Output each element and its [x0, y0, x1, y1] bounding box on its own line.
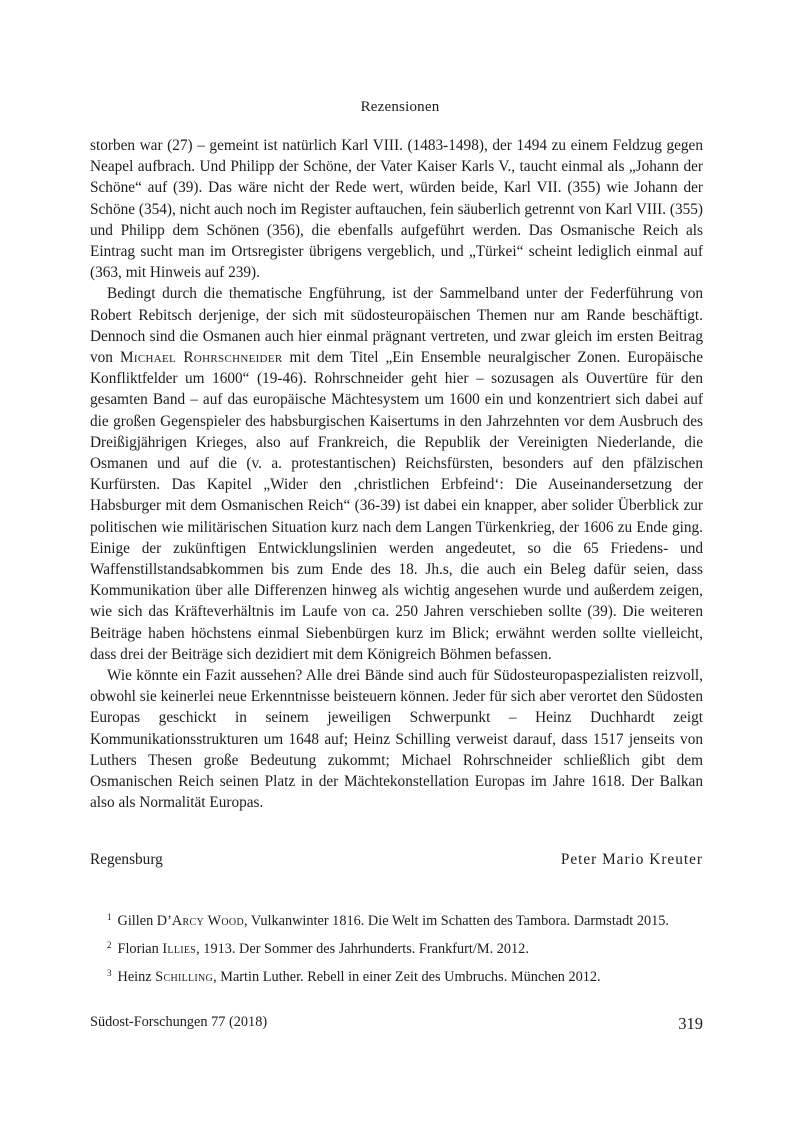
paragraph: Wie könnte ein Fazit aussehen? Alle drei Bände sind auch für Südosteuropaspezialisten reizvoll, obwohl sie keinerlei neue Erkenntnisse beisteuern können. Jeder für sich aber verortet den Südosten Europas geschickt in seinem jeweiligen Schwerpunkt – Heinz Duchhardt zeigt Kommunikationsstrukturen um 1648 auf; Heinz Schilling verweist darauf, dass 1517 jenseits von Luthers Thesen große Bedeutung zukommt; Michael Rohrschneider schließlich gibt dem Osmanischen Reich seinen Platz in der Mächtekonstellation Europas im Jahre 1618. Der Balkan also als Normalität Europas.	[90, 667, 703, 812]
footnote	[90, 963, 703, 987]
page-footer	[90, 1014, 703, 1034]
footnote-number: 2	[107, 940, 112, 950]
footnote-author: Schilling	[155, 969, 214, 985]
paragraph: storben war (27) – gemeint ist natürlich Karl VIII. (1483-1498), der 1494 zu einem Feldzug gegen Neapel aufbrach. Und Philipp der Schöne, der Vater Kaiser Karls V., taucht einmal als „Johann der Schöne“ auf (39). Das wäre nicht der Rede wert, würden beide, Karl VII. (355) wie Johann der Schöne (354), nicht auch noch im Register auftauchen, fein säuberlich getrennt von Karl VIII. (355) und Philipp dem Schönen (356), die ebenfalls aufgeführt werden. Das Osmanische Reich als Eintrag sucht man im Ortsregister übrigens vergeblich, und „Türkei“ scheint lediglich einmal auf (363, mit Hinweis auf 239).	[90, 137, 703, 282]
article-body	[90, 135, 703, 814]
review-signature	[90, 849, 703, 870]
running-head: Rezensionen	[360, 99, 440, 115]
footnote-author: Arcy Wood	[171, 913, 244, 929]
signature-author: Peter Mario Kreuter	[560, 851, 703, 868]
footnote-author: Illies	[162, 941, 197, 957]
page-number: 319	[678, 1014, 703, 1033]
footnote-number: 1	[107, 912, 112, 922]
footnote-number: 3	[107, 968, 112, 978]
signature-place: Regensburg	[90, 851, 163, 868]
footnote	[90, 907, 703, 931]
author-name: Michael Rohrschneider	[120, 349, 283, 367]
footnote-text: , 1913. Der Sommer des Jahrhunderts. Frankfurt/M. 2012.	[196, 941, 529, 957]
footnote-text: , Vulkanwinter 1816. Die Welt im Schatten des Tambora. Darmstadt 2015.	[243, 913, 669, 929]
footnote-text: , Martin Luther. Rebell in einer Zeit des Umbruchs. München 2012.	[213, 969, 601, 985]
paragraph-text: mit dem Titel „Ein Ensemble neuralgischer Zonen. Europäische Konfliktfelder um 1600“ (19-46). Rohrschneider geht hier – sozusagen als Ouvertüre für den gesamten Band – auf das europäische Mächtesystem um 1600 ein und konzentriert sich dabei auf die großen Gegenspieler des habsburgischen Kaisertums in den Jahrzehnten vor dem Ausbruch des Dreißigjährigen Krieges, also auf Frankreich, die Republik der Vereinigten Niederlande, die Osmanen und auf die (v. a. protestantischen) Reichsfürsten, besonders auf den pfälzischen Kurfürsten. Das Kapitel „Wider den ‚christlichen Erbfeind‘: Die Auseinandersetzung der Habsburger mit dem Osmanischen Reich“ (36-39) ist dabei ein knapper, aber solider Überblick zur politischen wie militärischen Situation kurz nach dem Langen Türkenkrieg, der 1606 zu Ende ging. Einige der zukünftigen Entwicklungslinien werden angedeutet, so die 65 Friedens- und Waffenstillstandsabkommen bis zum Ende des 18. Jh.s, die auch ein Beleg dafür seien, dass Kommunikation über alle Differenzen hinweg als wichtig angesehen wurde und außerdem zeigen, wie sich das Kräfteverhältnis im Laufe von ca. 250 Jahren verschieben sollte (39). Die weiteren Beiträge haben höchstens einmal Siebenbürgen kurz im Blick; erwähnt werden sollte vielleicht, dass drei der Beiträge sich dezidiert mit dem Königreich Böhmen befassen.	[90, 349, 703, 663]
footnote-text: Gillen D’	[117, 913, 172, 929]
paragraph	[90, 283, 703, 665]
journal-citation: Südost-Forschungen 77 (2018)	[90, 1014, 268, 1030]
footnote-text: Heinz	[117, 969, 156, 985]
footnote-text: Florian	[117, 941, 163, 957]
footnote	[90, 935, 703, 959]
paragraph-text: Bedingt durch die thematische Engführung, ist der Sammelband unter der Federführung von Robert Rebitsch derjenige, der sich mit südosteuropäischen Themen nur am Rande beschäftigt. Dennoch sind die Osmanen auch hier einmal prägnant vertreten, und zwar gleich im ersten Beitrag von	[90, 285, 703, 367]
footnotes	[90, 907, 703, 991]
